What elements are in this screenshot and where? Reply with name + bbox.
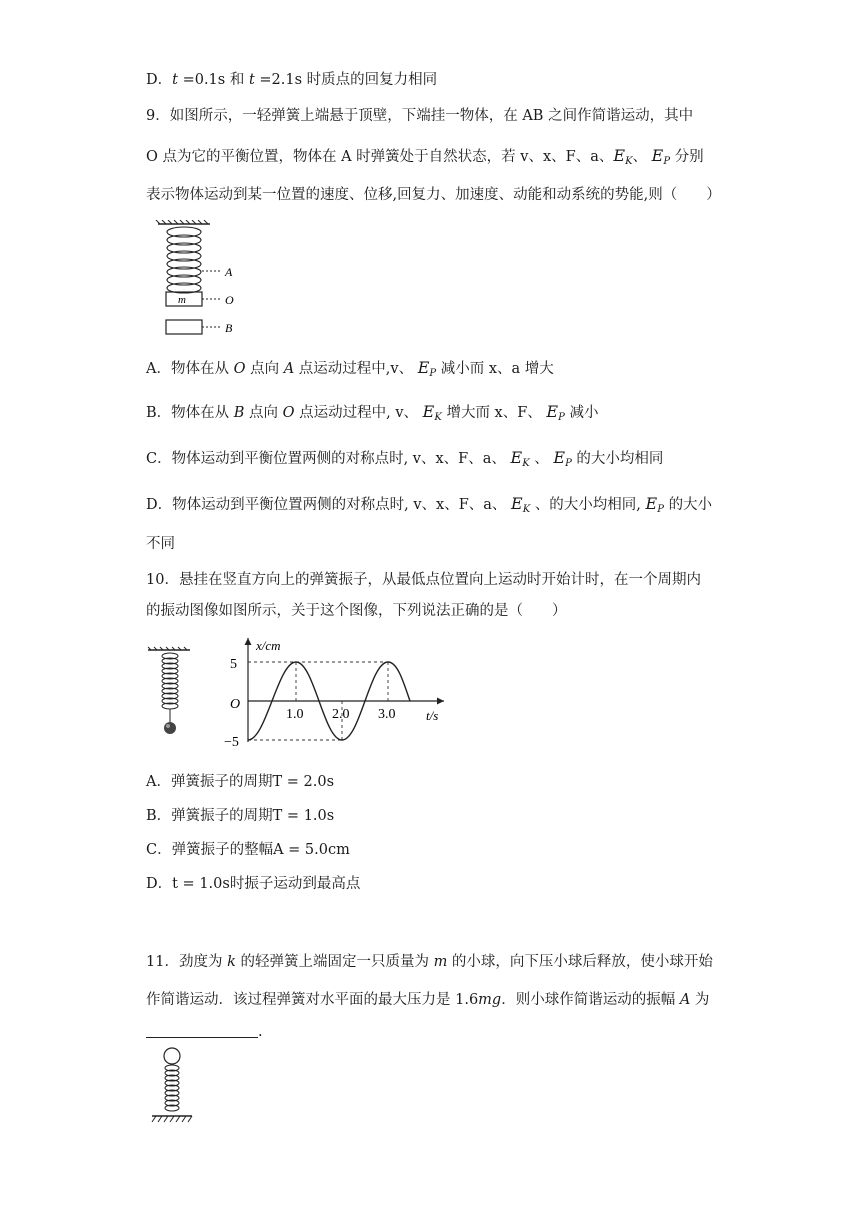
q9-stem-line2: O 点为它的平衡位置，物体在 A 时弹簧处于自然状态，若 v、x、F、a、$E_K$、 $E_P$ 分别: [146, 146, 704, 167]
q9-option-c: C．物体运动到平衡位置两侧的对称点时, v、x、F、a、 $E_K$ 、 $E_P$ 的大小均相同: [146, 448, 664, 469]
q9-option-b: B．物体在从 B 点向 O 点运动过程中, v、 $E_K$ 增大而 x、F、 $E_P$ 减小: [146, 402, 599, 423]
q9-option-a: A．物体在从 O 点向 A 点运动过程中,v、 $E_P$ 减小而 x、a 增大: [146, 358, 554, 379]
y-tick-top: 5: [230, 657, 237, 672]
x-tick-3: 3.0: [378, 707, 396, 722]
y-tick-bottom: −5: [224, 735, 239, 748]
q10-option-a: A．弹簧振子的周期T = 2.0s: [146, 774, 335, 790]
q10-stem-line1: 10．悬挂在竖直方向上的弹簧振子，从最低点位置向上运动时开始计时，在一个周期内: [146, 572, 701, 588]
answer-blank-line: [146, 1023, 258, 1038]
q10-spring-figure: [146, 636, 206, 740]
x-tick-2: 2.0: [332, 707, 350, 722]
q10-option-b: B．弹簧振子的周期T = 1.0s: [146, 808, 335, 824]
label-m: m: [178, 294, 186, 306]
label-B: B: [225, 321, 233, 335]
x-axis-label: t/s: [426, 708, 439, 723]
label-O: O: [225, 293, 234, 307]
q9-option-d: D．物体运动到平衡位置两侧的对称点时, v、x、F、a、 $E_K$ 、的大小均相同, $E_P$ 的大小: [146, 494, 713, 515]
q9-spring-figure: [150, 220, 250, 342]
label-A: A: [225, 265, 233, 279]
q9-stem-line3: 表示物体运动到某一位置的速度、位移,回复力、加速度、动能和动系统的势能,则（ ）: [146, 187, 721, 203]
q11-stem-line1: 11．劲度为 k 的轻弹簧上端固定一只质量为 m 的小球，向下压小球后释放，使小球开始: [146, 954, 713, 970]
y-axis-label: x/cm: [256, 638, 281, 653]
q8-option-d: D．t =0.1s 和 t =2.1s 时质点的回复力相同: [146, 72, 438, 88]
q11-answer-blank: .: [146, 1022, 263, 1042]
q11-stem-line2: 作简谐运动．该过程弹簧对水平面的最大压力是 1.6mg．则小球作简谐运动的振幅 A 为: [146, 992, 710, 1008]
origin-label: O: [230, 697, 241, 712]
q10-option-d: D．t = 1.0s时振子运动到最高点: [146, 876, 361, 892]
q9-option-d-cont: 不同: [146, 536, 175, 552]
q9-stem-line1: 9．如图所示，一轻弹簧上端悬于顶壁，下端挂一物体，在 AB 之间作简谐运动，其中: [146, 108, 694, 124]
q10-option-c: C．弹簧振子的整幅A = 5.0cm: [146, 842, 350, 858]
x-tick-1: 1.0: [286, 707, 304, 722]
q11-spring-ball-figure: [150, 1046, 200, 1126]
q10-vibration-graph: [222, 632, 458, 748]
q10-stem-line2: 的振动图像如图所示，关于这个图像，下列说法正确的是（ ）: [146, 603, 567, 619]
